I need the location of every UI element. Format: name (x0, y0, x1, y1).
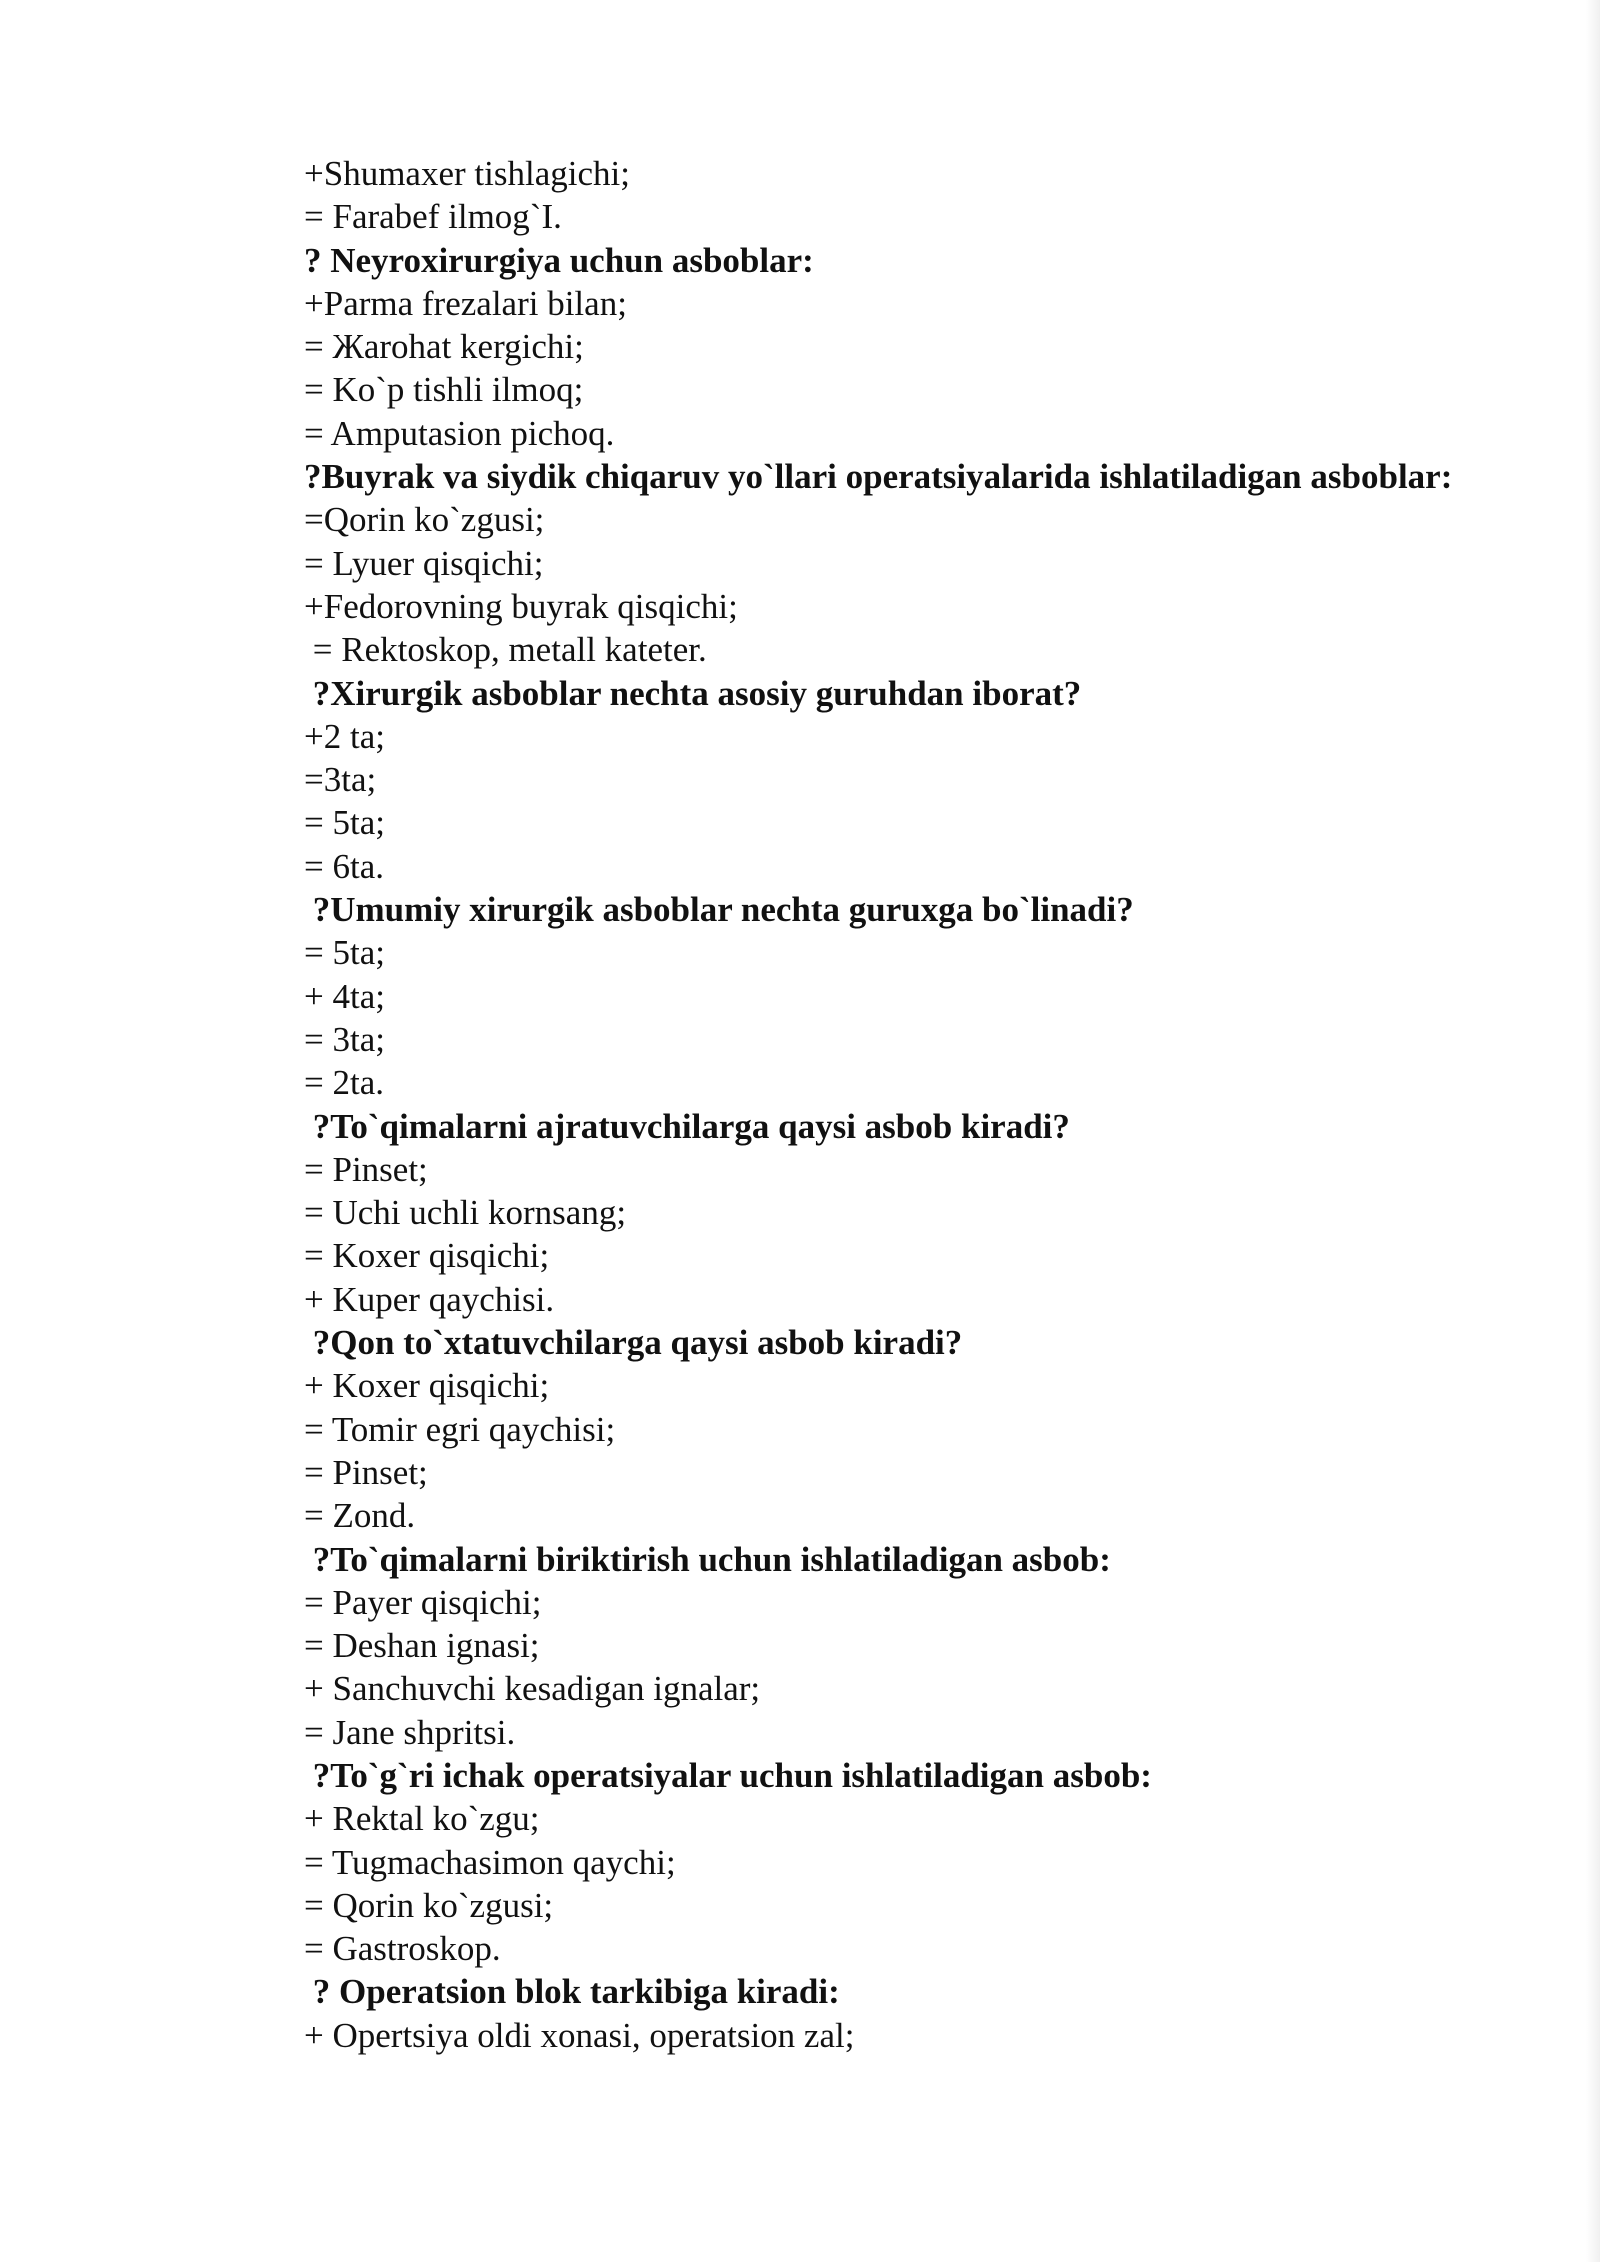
answer-line: +Parma frezalari bilan; (304, 283, 627, 323)
answer-line: = Pinset; (304, 1452, 428, 1492)
answer-line: = 6ta. (304, 846, 384, 886)
answer-line: = Ko`p tishli ilmoq; (304, 370, 584, 410)
answer-line: + 4ta; (304, 976, 385, 1016)
answer-line: + Kuper qaychisi. (304, 1279, 555, 1319)
answer-line: = Payer qisqichi; (304, 1582, 542, 1622)
question-line: ?Xirurgik asboblar nechta asosiy guruhdan iborat? (304, 673, 1082, 713)
question-line: ?To`qimalarni biriktirish uchun ishlatiladigan asbob: (304, 1539, 1111, 1579)
answer-line: = Deshan ignasi; (304, 1626, 540, 1666)
answer-line: = Tomir egri qaychisi; (304, 1409, 616, 1449)
answer-line: = Jane shpritsi. (304, 1712, 516, 1752)
question-line: ?Umumiy xirurgik asboblar nechta guruxga bo`linadi? (304, 890, 1134, 930)
answer-line: = Tugmachasimon qaychi; (304, 1842, 676, 1882)
answer-line: = 5ta; (304, 803, 385, 843)
answer-line: = Gastroskop. (304, 1929, 501, 1969)
answer-line: +2 ta; (304, 716, 385, 756)
answer-line: +Shumaxer tishlagichi; (304, 154, 630, 193)
answer-line: = 5ta; (304, 933, 385, 973)
answer-line: + Koxer qisqichi; (304, 1366, 550, 1406)
question-line: ?Buyrak va siydik chiqaruv yo`llari operatsiyalarida ishlatiladigan asboblar: (304, 457, 1453, 497)
answer-line: = Qorin ko`zgusi; (304, 1885, 554, 1925)
answer-line: = 2ta. (304, 1063, 384, 1103)
question-line: ?Qon to`xtatuvchilarga qaysi asbob kiradi? (304, 1323, 963, 1363)
question-line: ? Operatsion blok tarkibiga kiradi: (304, 1972, 840, 2012)
answer-line: + Rektal ko`zgu; (304, 1799, 540, 1839)
answer-line: = Uchi uchli kornsang; (304, 1193, 627, 1233)
answer-line: =3ta; (304, 760, 377, 800)
question-line: ?To`qimalarni ajratuvchilarga qaysi asbob kiradi? (304, 1106, 1070, 1146)
document-body (304, 152, 1488, 2057)
answer-line: = 3ta; (304, 1019, 385, 1059)
answer-line: = Жarohat kergichi; (304, 327, 584, 367)
question-line: ?To`g`ri ichak operatsiyalar uchun ishlatiladigan asbob: (304, 1755, 1152, 1795)
answer-line: = Zond. (304, 1496, 416, 1536)
answer-line: = Pinset; (304, 1149, 428, 1189)
page-edge-shadow (1586, 0, 1600, 2262)
answer-line: = Amputasion pichoq. (304, 413, 615, 453)
answer-line: = Koxer qisqichi; (304, 1236, 550, 1276)
answer-line: + Opertsiya oldi xonasi, operatsion zal; (304, 2015, 855, 2055)
answer-line: =Qorin ko`zgusi; (304, 500, 545, 540)
answer-line: + Sanchuvchi kesadigan ignalar; (304, 1669, 761, 1709)
answer-line: = Lyuer qisqichi; (304, 543, 544, 583)
answer-line: = Rektoskop, metall kateter. (304, 630, 707, 670)
answer-line: +Fedorovning buyrak qisqichi; (304, 586, 738, 626)
answer-line: = Farabef ilmog`I. (304, 197, 562, 237)
question-line: ? Neyroxirurgiya uchun asboblar: (304, 240, 814, 280)
